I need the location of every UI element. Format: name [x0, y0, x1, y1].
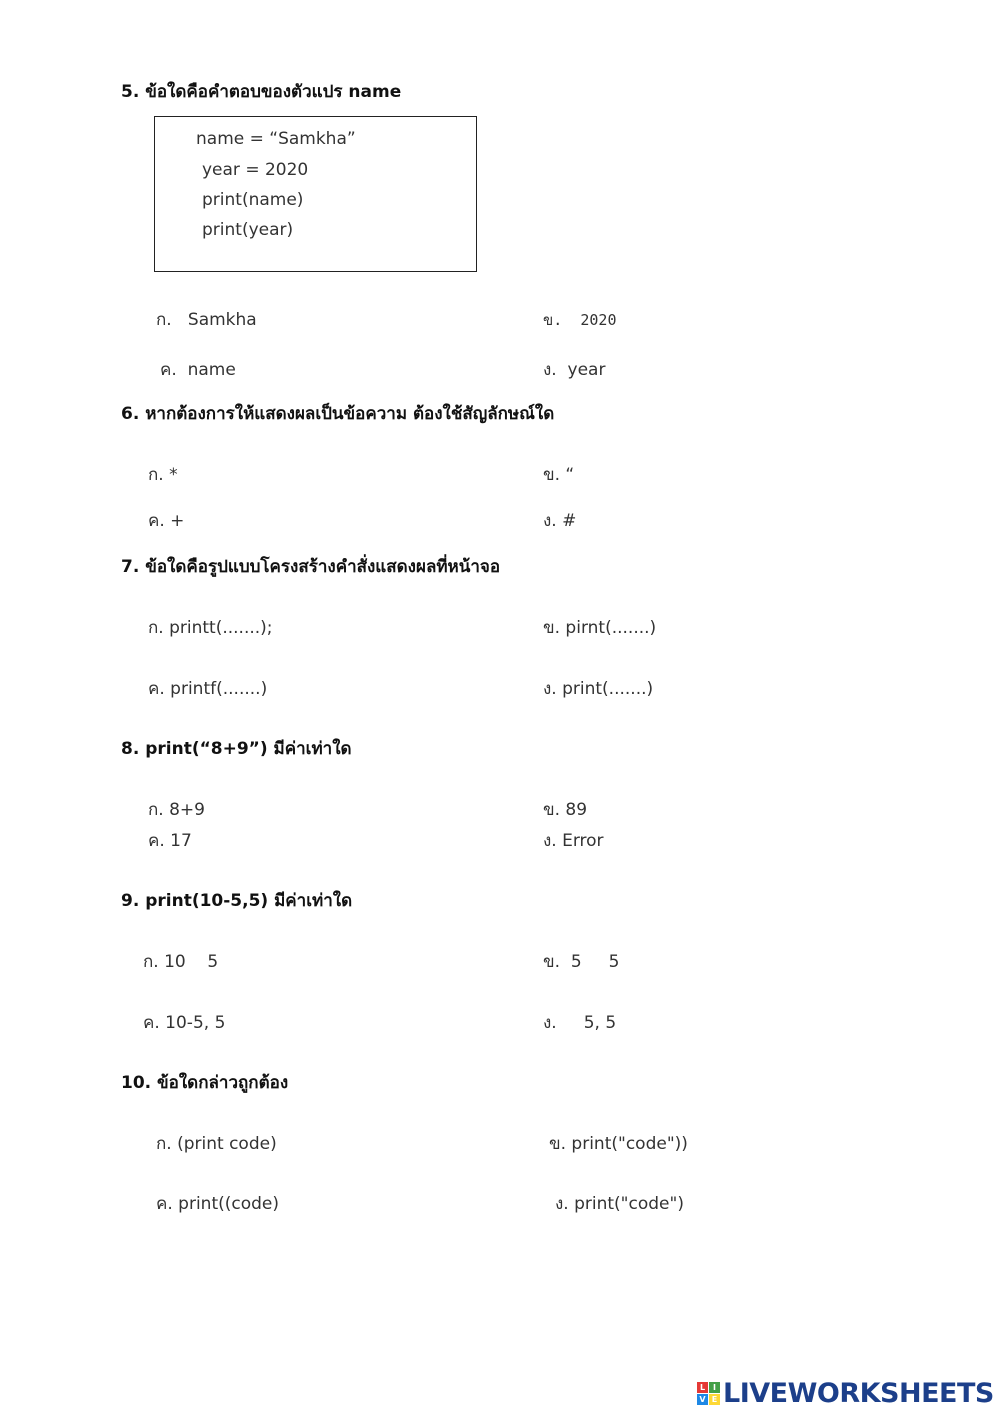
liveworksheets-logo[interactable]	[697, 1376, 994, 1410]
q9-option-b[interactable]: ข. 5 5	[543, 952, 620, 972]
code-line-3: print(name)	[202, 190, 304, 210]
q5-option-a[interactable]: ก. Samkha	[156, 310, 257, 330]
q8-option-b[interactable]: ข. 89	[543, 800, 588, 820]
question-6-title: 6. หากต้องการให้แสดงผลเป็นข้อความ ต้องใช้สัญลักษณ์ใด	[121, 404, 555, 424]
q5-option-c[interactable]: ค. name	[160, 360, 236, 380]
q7-option-b[interactable]: ข. pirnt(.......)	[543, 618, 657, 638]
question-8-title: 8. print(“8+9”) มีค่าเท่าใด	[121, 739, 352, 759]
q6-option-b[interactable]: ข. “	[543, 465, 575, 485]
q9-option-d[interactable]: ง. 5, 5	[543, 1013, 617, 1033]
q7-option-a[interactable]: ก. printt(.......);	[148, 618, 273, 638]
q7-option-c[interactable]: ค. printf(.......)	[148, 679, 268, 699]
q8-option-d[interactable]: ง. Error	[543, 831, 604, 851]
q5-option-d[interactable]: ง. year	[543, 360, 606, 380]
q10-option-d[interactable]: ง. print("code")	[555, 1194, 684, 1214]
code-line-4: print(year)	[202, 220, 294, 240]
q8-option-a[interactable]: ก. 8+9	[148, 800, 205, 820]
question-9-title: 9. print(10-5,5) มีค่าเท่าใด	[121, 891, 353, 911]
code-line-2: year = 2020	[202, 160, 309, 180]
q6-option-c[interactable]: ค. +	[148, 511, 185, 531]
q9-option-c[interactable]: ค. 10-5, 5	[143, 1013, 226, 1033]
q5-option-b[interactable]: ข. 2020	[543, 311, 617, 329]
q7-option-d[interactable]: ง. print(.......)	[543, 679, 654, 699]
question-7-title: 7. ข้อใดคือรูปแบบโครงสร้างคำสั่งแสดงผลที่หน้าจอ	[121, 557, 501, 577]
logo-text: LIVEWORKSHEETS	[723, 1377, 994, 1409]
q10-option-c[interactable]: ค. print((code)	[156, 1194, 280, 1214]
q10-option-a[interactable]: ก. (print code)	[156, 1134, 277, 1154]
question-10-title: 10. ข้อใดกล่าวถูกต้อง	[121, 1073, 289, 1093]
liveworksheets-logo-icon: L I V E	[697, 1382, 720, 1405]
q8-option-c[interactable]: ค. 17	[148, 831, 192, 851]
question-5-title: 5. ข้อใดคือคำตอบของตัวแปร name	[121, 82, 402, 102]
code-line-1: name = “Samkha”	[196, 129, 356, 149]
q6-option-d[interactable]: ง. #	[543, 511, 577, 531]
q10-option-b[interactable]: ข. print("code"))	[549, 1134, 688, 1154]
q9-option-a[interactable]: ก. 10 5	[143, 952, 219, 972]
q6-option-a[interactable]: ก. *	[148, 465, 178, 485]
